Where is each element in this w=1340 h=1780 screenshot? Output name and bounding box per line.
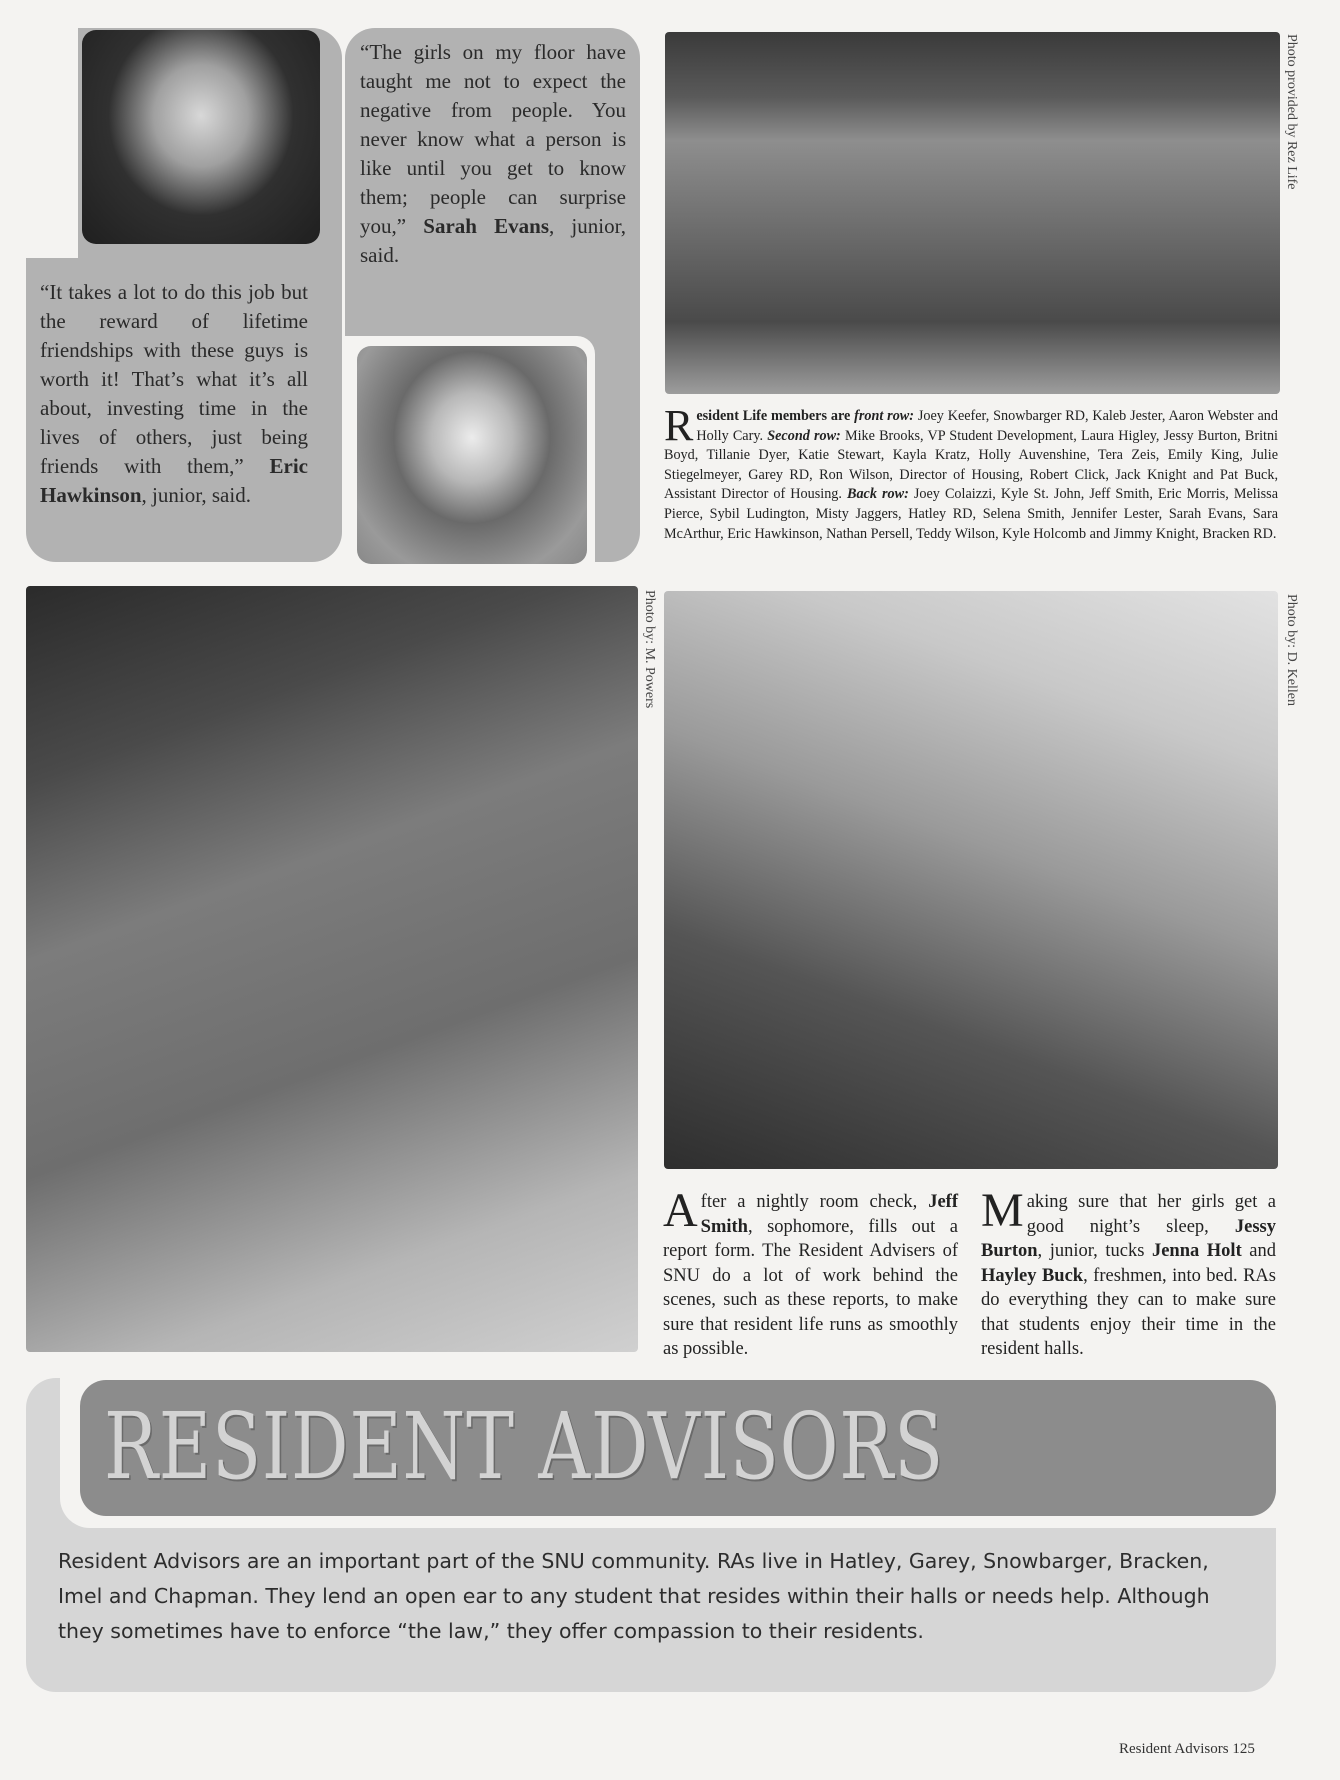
group-photo-caption: Resident Life members are front row: Joey Keefer, Snowbarger RD, Kaleb Jester, Aaron Webster and Holly Cary. Second row: Mike Brooks, VP Student Development, Laura Higley, Jessy Burton, Britni Boyd, Tillanie Dyer, Katie Stewart, Kayla Kratz, Holly Auvenshine, Tera Zeis, Emily King, Julie Stiegelmeyer, Garey RD, Ron Wilson, Director of Housing, Robert Click, Jack Knight and Pat Buck, Assistant Director of Housing. Back row: Joey Colaizzi, Kyle St. John, Jeff Smith, Eric Morris, Melissa Pierce, Sybil Ludington, Misty Jaggers, Hatley RD, Selena Smith, Jennifer Lester, Sarah Evans, Sara McArthur, Eric Hawkinson, Nathan Persell, Teddy Wilson, Kyle Holcomb and Jimmy Knight, Bracken RD. <box>664 401 1278 542</box>
resident-life-group-photo <box>665 32 1280 394</box>
jeff-smith-desk-photo <box>26 586 638 1352</box>
eric-quote: “It takes a lot to do this job but the reward of lifetime friendships with these guys is worth it! That’s what it’s all about, investing time in the lives of others, just being friends with them,” Eric Hawkinson, junior, said. <box>40 280 308 507</box>
intro-paragraph: Resident Advisors are an important part of the SNU community. RAs live in Hatley, Garey, Snowbarger, Bracken, Imel and Chapman. They lend an open ear to any student that resides within their halls or needs help. Although they sometimes have to enforce “the law,” they offer compassion to their residents. <box>58 1549 1210 1643</box>
page-footer <box>1119 1741 1255 1758</box>
jeff-smith-caption: After a nightly room check, Jeff Smith, sophomore, fills out a report form. The Resident Advisers of SNU do a lot of work behind the scenes, such as these reports, to make sure that resident life runs as smoothly as possible. <box>663 1184 958 1359</box>
jessy-caption-dropcap: M <box>981 1184 1024 1237</box>
jeff-caption-dropcap: A <box>663 1184 698 1237</box>
jessy-burton-caption: Making sure that her girls get a good night’s sleep, Jessy Burton, junior, tucks Jenna Holt and Hayley Buck, freshmen, into bed. RAs do everything they can to make sure that students enjoy their time in the resident halls. <box>981 1184 1276 1359</box>
bed-photo-credit: Photo by: D. Kellen <box>1284 594 1299 706</box>
group-photo-credit: Photo provided by Rez Life <box>1284 34 1299 190</box>
eric-quote-name: Eric Hawkinson <box>40 454 308 507</box>
eric-photo-backer <box>26 28 78 258</box>
eric-hawkinson-portrait <box>82 30 320 244</box>
group-caption-dropcap: R <box>664 401 694 450</box>
sarah-evans-portrait <box>357 346 587 564</box>
page-number: 125 <box>1232 1741 1255 1757</box>
sarah-quote: “The girls on my floor have taught me not to expect the negative from people. You never know what a person is like until you get to know them; people can surprise you,” Sarah Evans, junior, said. <box>360 40 627 267</box>
sarah-quote-name: Sarah Evans <box>423 214 549 238</box>
footer-section: Resident Advisors <box>1119 1741 1229 1757</box>
banner-title: RESIDENT ADVISORS <box>104 1393 945 1500</box>
jessy-burton-bed-photo <box>664 591 1278 1169</box>
desk-photo-credit: Photo by: M. Powers <box>642 590 657 709</box>
